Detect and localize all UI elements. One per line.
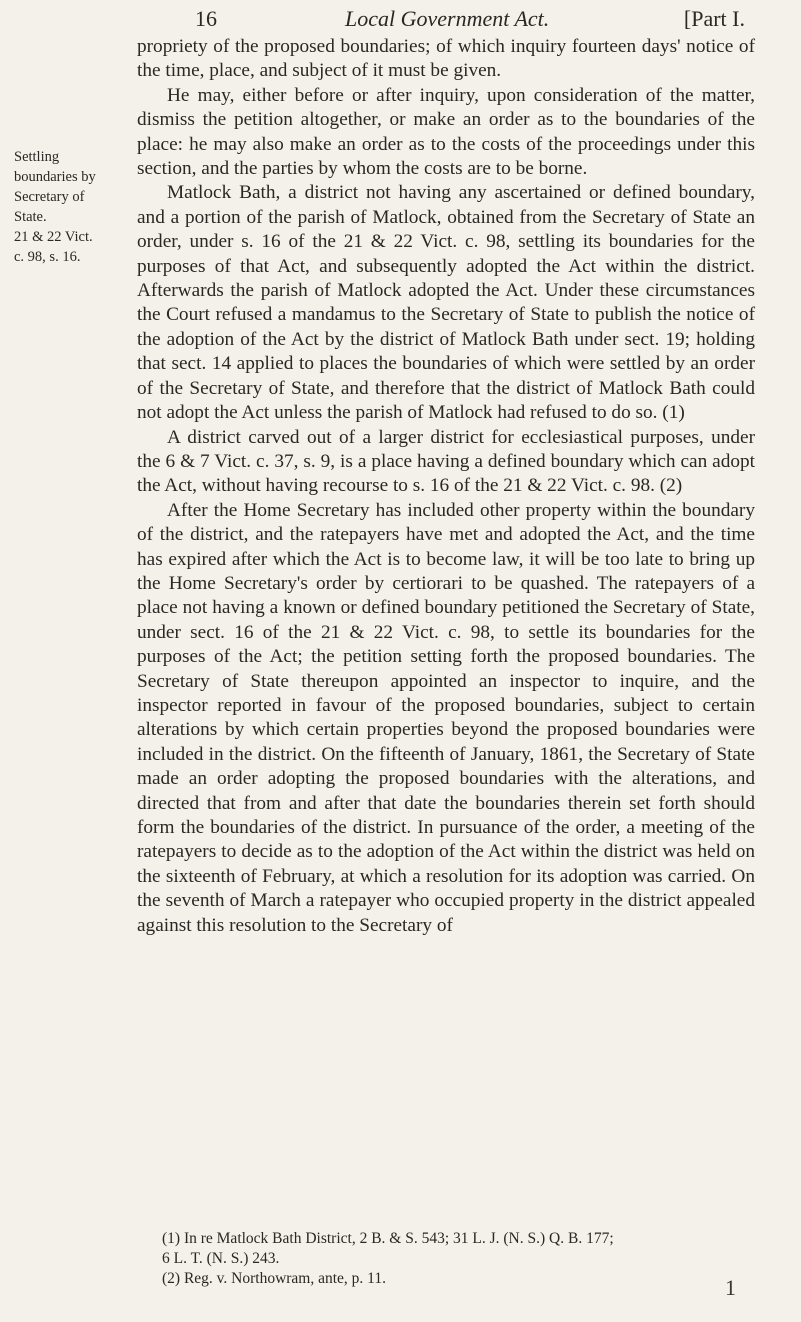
margin-note-line: Secretary of: [14, 189, 85, 205]
paragraph: He may, either before or after inquiry, upon consideration of the matter, dismiss the petition altogether, or make an order as to the boundaries of the place: he may also make an order as to the costs of the proceedings under this section, and the parties by whom the costs are to be borne.: [137, 84, 755, 180]
margin-note-line: Settling: [14, 149, 60, 165]
margin-note-line: State.: [14, 209, 47, 225]
margin-note: [14, 147, 132, 267]
paragraph: propriety of the proposed boundaries; of which inquiry fourteen days' notice of the time, place, and subject of it must be given.: [137, 36, 755, 82]
part-label: [Part I.: [683, 6, 745, 31]
paragraph: Matlock Bath, a district not having any ascertained or defined boundary, and a portion of the parish of Matlock, obtained from the Secretary of State an order, under s. 16 of the 21 & 22 Vict. c. 98, settling its boundaries for the purposes of that Act, and subsequently adopted the Act within the district. Afterwards the parish of Matlock adopted the Act. Under these circumstances the Court refused a mandamus to the Secretary of State to publish the notice of the adoption of the Act by the district of Matlock Bath under sect. 19; holding that sect. 14 applied to places the boundaries of which were settled by an order of the Secretary of State, and therefore that the district of Matlock Bath could not adopt the Act unless the parish of Matlock had refused to do so. (1): [137, 182, 755, 424]
page-number: 16: [195, 6, 217, 31]
margin-note-line: c. 98, s. 16.: [14, 249, 81, 265]
running-title: Local Government Act.: [345, 6, 550, 31]
footnote-1-line-1: (1) In re Matlock Bath District, 2 B. & S. 543; 31 L. J. (N. S.) Q. B. 177;: [162, 1230, 614, 1247]
margin-note-line: boundaries by: [14, 169, 96, 185]
signature-mark: 1: [725, 1275, 736, 1300]
paragraph: After the Home Secretary has included other property within the boundary of the district, and the ratepayers have met and adopted the Act, and the time has expired after which the Act is to become law, it will be too late to bring up the Home Secretary's order by certiorari to be quashed. The ratepayers of a place not having a known or defined boundary petitioned the Secretary of State, under sect. 16 of the 21 & 22 Vict. c. 98, to settle its boundaries for the purposes of the Act; the petition setting forth the proposed boundaries. The Secretary of State thereupon appointed an inspector to inquire, and the inspector reported in favour of the proposed boundaries, subject to certain alterations by which certain properties beyond the proposed boundaries were included in the district. On the fifteenth of January, 1861, the Secretary of State made an order adopting the proposed boundaries with the alterations, and directed that from and after that date the boundaries therein set forth should form the boundaries of the district. In pursuance of the order, a meeting of the ratepayers to decide as to the adoption of the Act within the district was held on the sixteenth of February, at which a resolution for its adoption was carried. On the seventh of March a ratepayer who occupied property in the district appealed against this resolution to the Secretary of: [137, 499, 755, 936]
footnotes: [162, 1229, 762, 1289]
footnote-1-line-2: 6 L. T. (N. S.) 243.: [162, 1250, 280, 1267]
footnote-2: (2) Reg. v. Northowram, ante, p. 11.: [162, 1270, 386, 1287]
margin-note-line: 21 & 22 Vict.: [14, 229, 93, 245]
body-text: [137, 35, 755, 938]
paragraph: A district carved out of a larger district for ecclesiastical purposes, under the 6 & 7 Vict. c. 37, s. 9, is a place having a defined boundary which can adopt the Act, without having recourse to s. 16 of the 21 & 22 Vict. c. 98. (2): [137, 426, 755, 497]
